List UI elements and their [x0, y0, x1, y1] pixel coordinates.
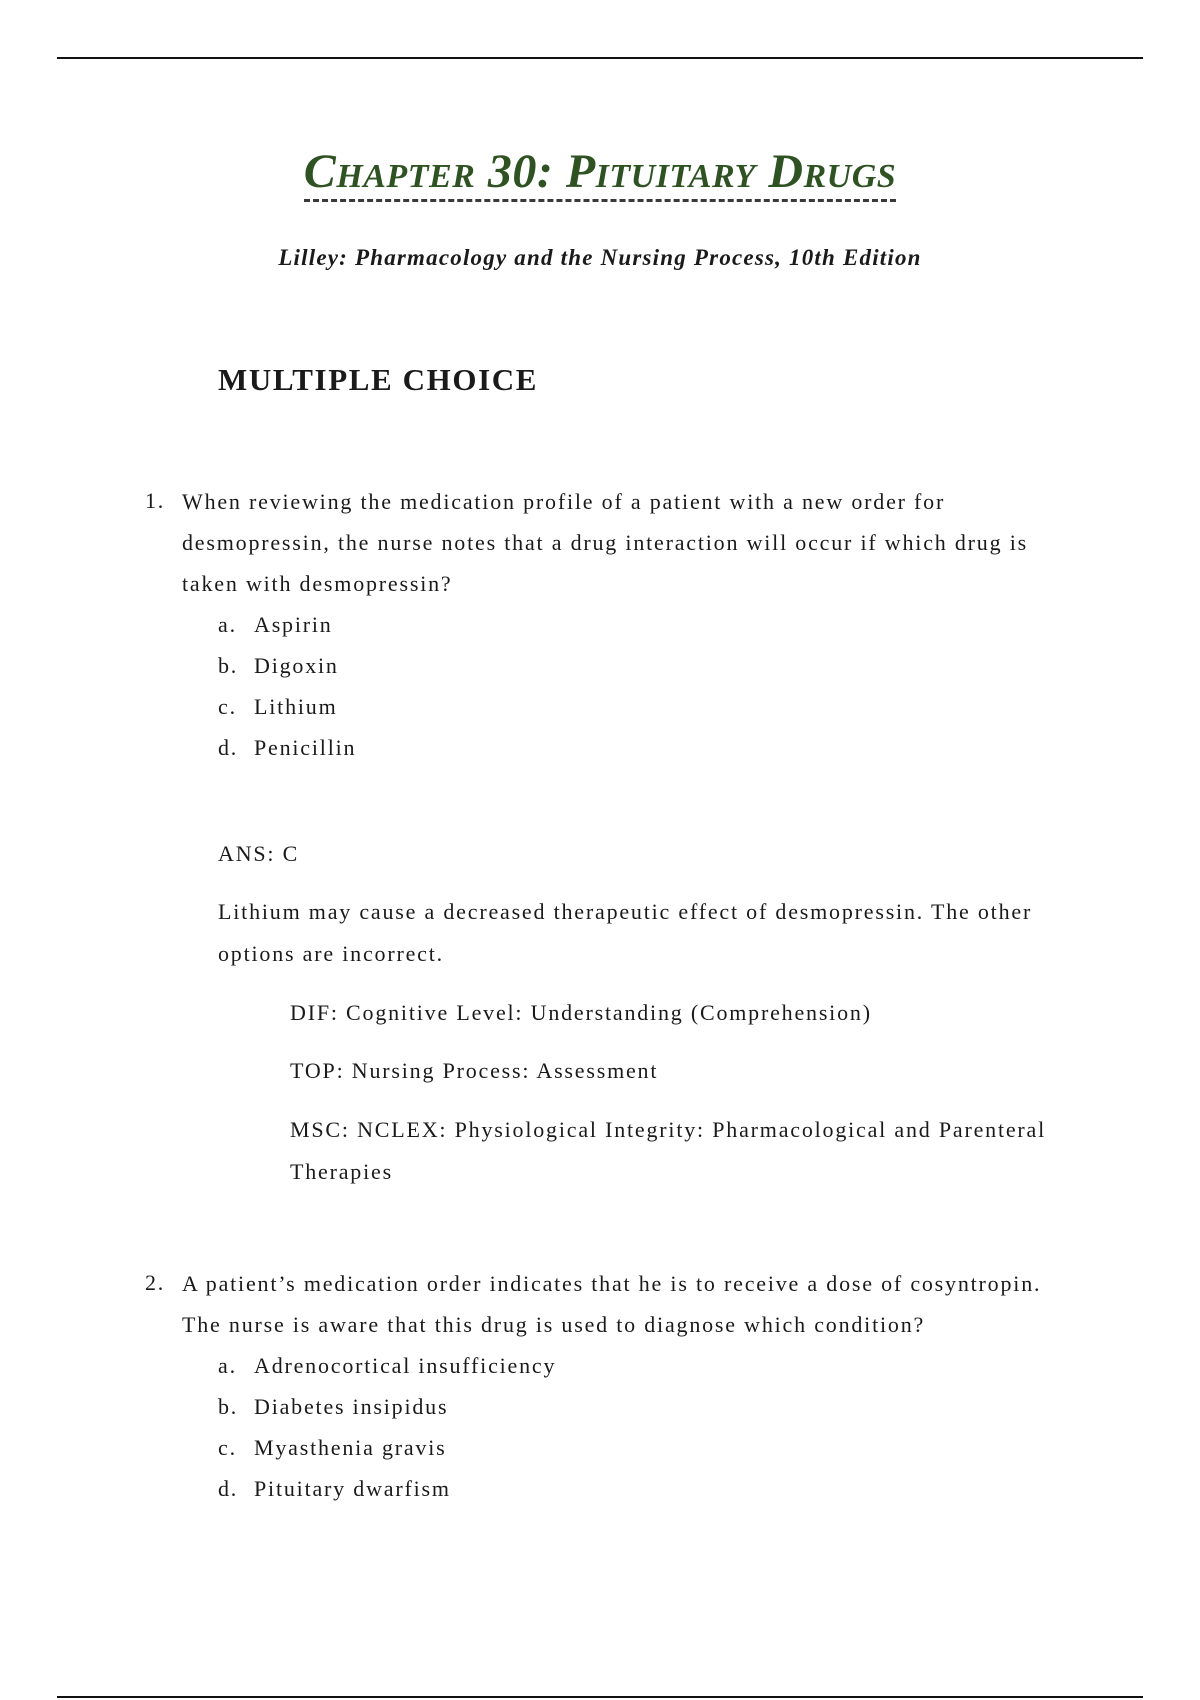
chapter-title: Chapter 30: Pituitary Drugs — [304, 146, 896, 202]
option-c — [218, 1427, 1045, 1468]
option-text: Pituitary dwarfism — [254, 1476, 451, 1501]
option-text: Aspirin — [254, 612, 333, 637]
question-1 — [145, 488, 1045, 768]
topic-tag: TOP: Nursing Process: Assessment — [290, 1058, 659, 1083]
bottom-rule — [57, 1696, 1143, 1698]
option-list — [218, 604, 1045, 768]
option-b — [218, 645, 1045, 686]
option-letter: a. — [218, 1353, 237, 1378]
option-c — [218, 686, 1045, 727]
title-container — [0, 146, 1200, 202]
option-d — [218, 1468, 1045, 1509]
question-2 — [145, 1270, 1045, 1509]
option-letter: b. — [218, 653, 239, 678]
option-letter: b. — [218, 1394, 239, 1419]
section-heading: MULTIPLE CHOICE — [218, 362, 538, 397]
option-text: Adrenocortical insufficiency — [254, 1353, 557, 1378]
answer-key: ANS: C — [218, 841, 300, 866]
question-number: 2. — [145, 1270, 166, 1295]
option-letter: d. — [218, 1476, 239, 1501]
option-letter: a. — [218, 612, 237, 637]
option-text: Penicillin — [254, 735, 357, 760]
option-letter: d. — [218, 735, 239, 760]
option-text: Digoxin — [254, 653, 339, 678]
option-a — [218, 1345, 1045, 1386]
option-d — [218, 727, 1045, 768]
answer-rationale: Lithium may cause a decreased therapeutic effect of desmopressin. The other options are incorrect. — [218, 899, 1033, 966]
option-text: Diabetes insipidus — [254, 1394, 449, 1419]
difficulty-tag: DIF: Cognitive Level: Understanding (Comprehension) — [290, 1000, 872, 1025]
option-b — [218, 1386, 1045, 1427]
question-stem: A patient’s medication order indicates that he is to receive a dose of cosyntropin. The nurse is aware that this drug is used to diagnose which condition? — [182, 1271, 1042, 1337]
option-list — [218, 1345, 1045, 1509]
option-letter: c. — [218, 694, 237, 719]
option-a — [218, 604, 1045, 645]
question-number: 1. — [145, 488, 166, 513]
msc-tag: MSC: NCLEX: Physiological Integrity: Pharmacological and Parenteral Therapies — [290, 1117, 1047, 1184]
book-subtitle: Lilley: Pharmacology and the Nursing Process, 10th Edition — [278, 245, 922, 270]
question-stem: When reviewing the medication profile of a patient with a new order for desmopressin, the nurse notes that a drug interaction will occur if which drug is taken with desmopressin? — [182, 489, 1028, 596]
top-rule — [57, 57, 1143, 59]
option-letter: c. — [218, 1435, 237, 1460]
option-text: Myasthenia gravis — [254, 1435, 447, 1460]
option-text: Lithium — [254, 694, 338, 719]
